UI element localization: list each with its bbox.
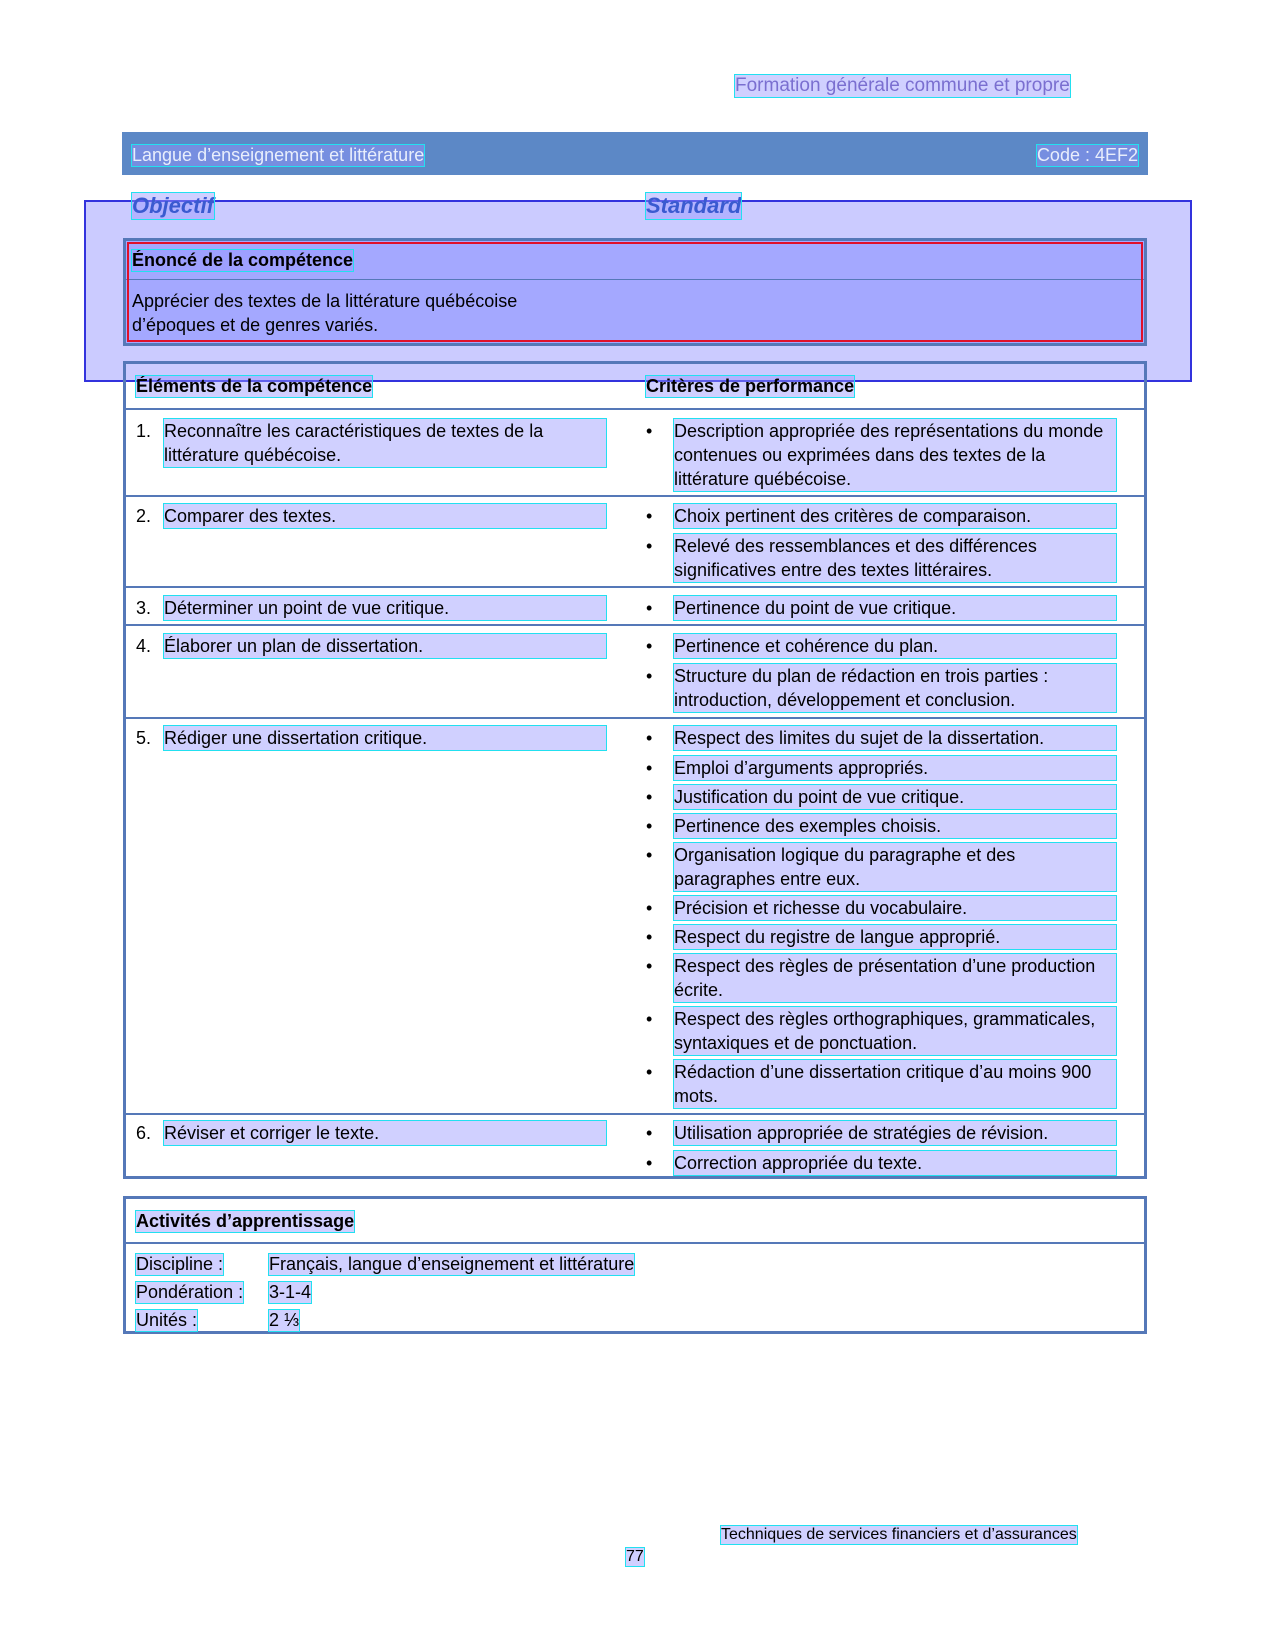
bullet-icon: •: [646, 1062, 653, 1082]
ponderation-value: 3-1-4: [269, 1282, 312, 1302]
element-number: 2.: [136, 506, 152, 526]
element-number: 4.: [136, 636, 152, 656]
row-divider: [126, 717, 1144, 719]
bullet-icon: •: [646, 666, 653, 686]
criterion-text: Choix pertinent des critères de comparaison.: [674, 504, 1116, 528]
criterion-text: Respect des règles orthographiques, grammaticales, syntaxiques et de ponctuation.: [674, 1007, 1116, 1055]
bullet-icon: •: [646, 1009, 653, 1029]
row-divider: [126, 1113, 1144, 1115]
bullet-icon: •: [646, 956, 653, 976]
row-divider: [126, 586, 1144, 588]
row-divider: [126, 624, 1144, 626]
criterion-text: Utilisation appropriée de stratégies de révision.: [674, 1121, 1116, 1145]
unites-label: Unités :: [136, 1310, 198, 1330]
criterion-text: Relevé des ressemblances et des différences significatives entre des textes littéraires.: [674, 534, 1116, 582]
ponderation-label: Pondération :: [136, 1282, 244, 1302]
bullet-icon: •: [646, 927, 653, 947]
activities-title: Activités d’apprentissage: [136, 1211, 355, 1231]
element-text: Déterminer un point de vue critique.: [164, 596, 606, 620]
discipline-banner: [122, 132, 1148, 175]
enonce-text: Apprécier des textes de la littérature québécoise d’époques et de genres variés.: [132, 291, 518, 335]
bullet-icon: •: [646, 536, 653, 556]
element-text: Reconnaître les caractéristiques de textes de la littérature québécoise.: [164, 419, 606, 467]
element-text: Rédiger une dissertation critique.: [164, 726, 606, 750]
element-number: 1.: [136, 421, 152, 441]
element-text: Comparer des textes.: [164, 504, 606, 528]
bullet-icon: •: [646, 598, 653, 618]
enonce-selection: [127, 242, 1143, 342]
criteria-header: Critères de performance: [646, 376, 855, 396]
element-number: 3.: [136, 598, 152, 618]
bullet-icon: •: [646, 816, 653, 836]
course-code: Code : 4EF2: [1036, 145, 1138, 165]
criterion-text: Emploi d’arguments appropriés.: [674, 756, 1116, 780]
element-number: 6.: [136, 1123, 152, 1143]
discipline-label: Discipline :: [136, 1254, 224, 1274]
bullet-icon: •: [646, 636, 653, 656]
standard-label: Standard: [646, 193, 742, 218]
bullet-icon: •: [646, 787, 653, 807]
criterion-text: Structure du plan de rédaction en trois parties : introduction, développement et conclusion.: [674, 664, 1116, 712]
criterion-text: Rédaction d’une dissertation critique d’au moins 900 mots.: [674, 1060, 1116, 1108]
bullet-icon: •: [646, 758, 653, 778]
criterion-text: Respect des règles de présentation d’une production écrite.: [674, 954, 1116, 1002]
criterion-text: Correction appropriée du texte.: [674, 1151, 1116, 1175]
element-number: 5.: [136, 728, 152, 748]
program-footer: Techniques de services financiers et d’assurances: [721, 1526, 1077, 1543]
element-text: Élaborer un plan de dissertation.: [164, 634, 606, 658]
criterion-text: Précision et richesse du vocabulaire.: [674, 896, 1116, 920]
bullet-icon: •: [646, 506, 653, 526]
enonce-title: Énoncé de la compétence: [132, 250, 354, 270]
discipline-name: Langue d’enseignement et littérature: [132, 145, 425, 165]
competence-table: [123, 361, 1147, 1179]
objectif-label: Objectif: [132, 193, 214, 218]
criterion-text: Respect des limites du sujet de la dissertation.: [674, 726, 1116, 750]
section-title: Formation générale commune et propre: [735, 75, 1070, 96]
bullet-icon: •: [646, 898, 653, 918]
row-divider: [126, 495, 1144, 497]
criterion-text: Pertinence du point de vue critique.: [674, 596, 1116, 620]
enonce-box: [123, 238, 1147, 346]
unites-value: 2 ⅓: [269, 1310, 300, 1330]
header-divider: [126, 408, 1144, 410]
criterion-text: Organisation logique du paragraphe et des paragraphes entre eux.: [674, 843, 1116, 891]
activities-divider: [126, 1242, 1144, 1244]
criterion-text: Description appropriée des représentations du monde contenues ou exprimées dans des textes de la littérature québécoise.: [674, 419, 1116, 491]
element-text: Réviser et corriger le texte.: [164, 1121, 606, 1145]
discipline-value: Français, langue d’enseignement et littérature: [269, 1254, 635, 1274]
bullet-icon: •: [646, 421, 653, 441]
criterion-text: Pertinence des exemples choisis.: [674, 814, 1116, 838]
page-number: 77: [626, 1548, 644, 1565]
criterion-text: Respect du registre de langue approprié.: [674, 925, 1116, 949]
bullet-icon: •: [646, 845, 653, 865]
bullet-icon: •: [646, 1123, 653, 1143]
elements-header: Éléments de la compétence: [136, 376, 373, 396]
bullet-icon: •: [646, 728, 653, 748]
criterion-text: Pertinence et cohérence du plan.: [674, 634, 1116, 658]
bullet-icon: •: [646, 1153, 653, 1173]
criterion-text: Justification du point de vue critique.: [674, 785, 1116, 809]
activities-box: [123, 1196, 1147, 1334]
